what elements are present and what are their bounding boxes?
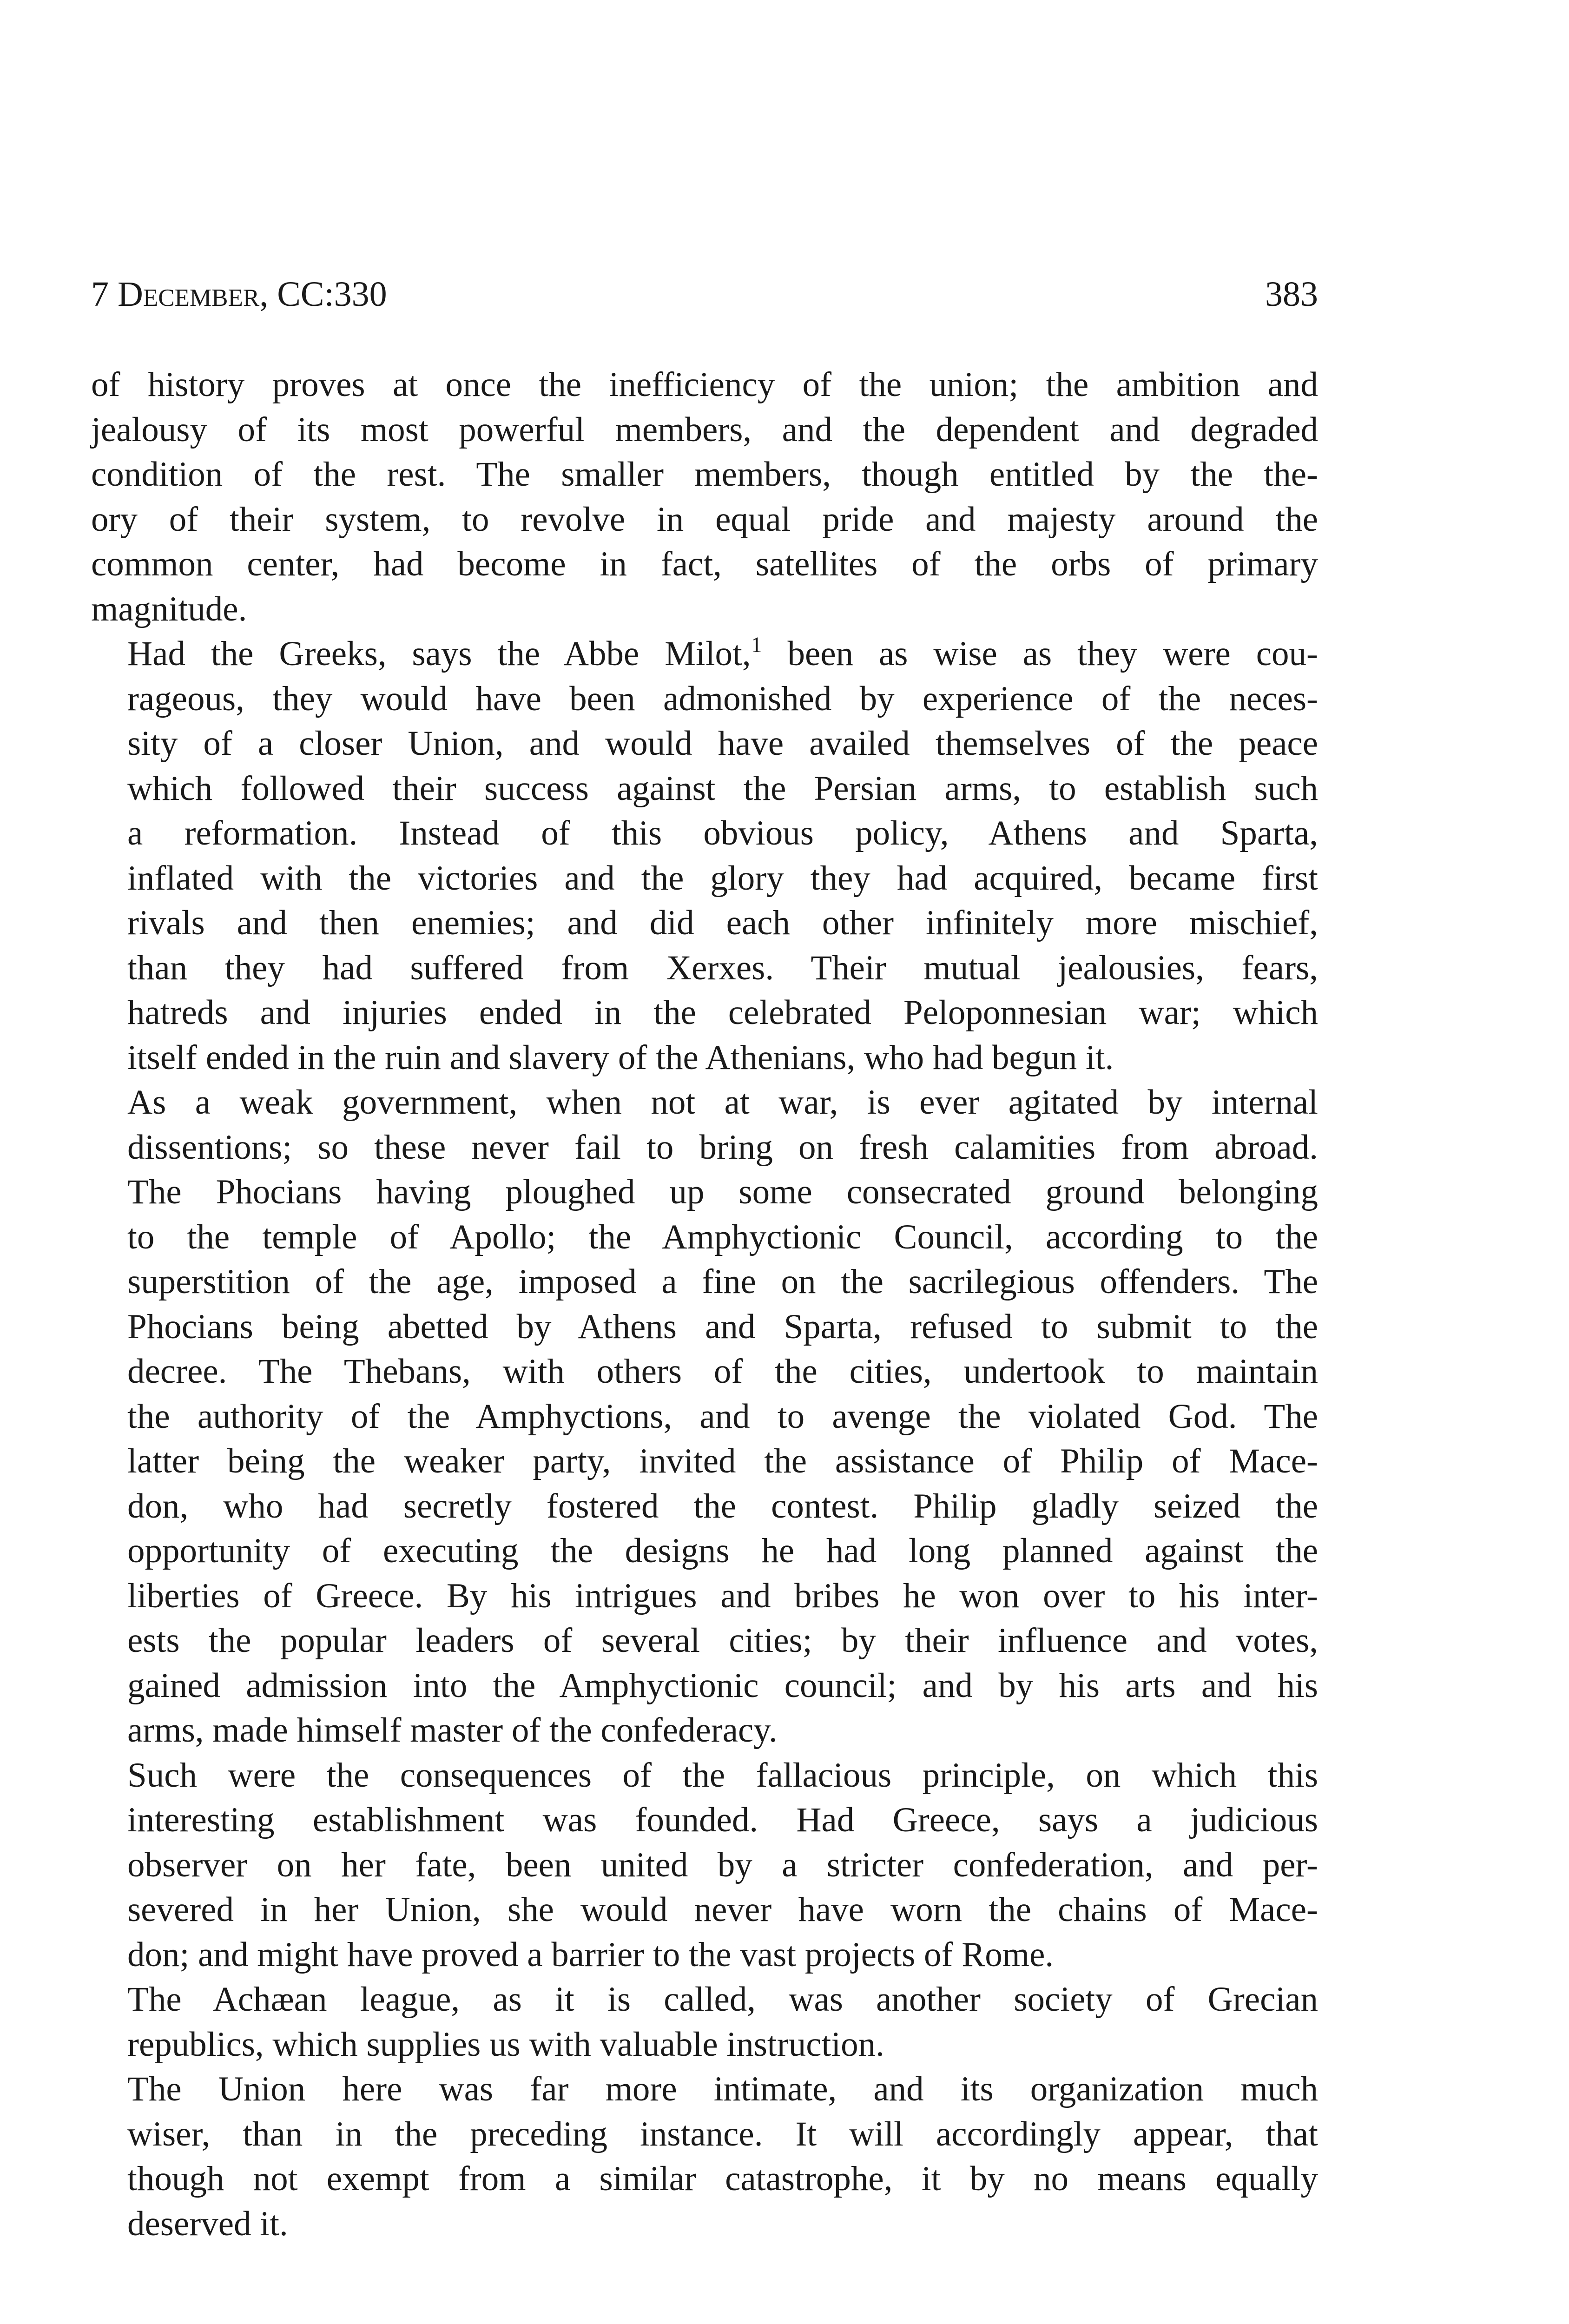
- text-line: The Union here was far more intimate, and its organization much: [127, 2070, 1318, 2108]
- text-line: superstition of the age, imposed a fine on the sacrilegious offenders. The: [127, 1262, 1318, 1301]
- paragraph: [91, 1977, 1318, 2067]
- text-line: than they had suffered from Xerxes. Their mutual jealousies, fears,: [127, 948, 1318, 987]
- text-line: ests the popular leaders of several cities; by their influence and votes,: [127, 1621, 1318, 1660]
- text-line: common center, had become in fact, satellites of the orbs of primary: [91, 545, 1318, 583]
- document-ref: , CC:330: [259, 275, 387, 314]
- paragraph: [91, 363, 1318, 632]
- text-line: rivals and then enemies; and did each other infinitely more mischief,: [127, 904, 1318, 942]
- text-line: which followed their success against the Persian arms, to establish such: [127, 769, 1318, 808]
- text-line: condition of the rest. The smaller members, though entitled by the the-: [91, 455, 1318, 494]
- text-line: liberties of Greece. By his intrigues and bribes he won over to his inter-: [127, 1576, 1318, 1615]
- running-head-left: [91, 269, 387, 320]
- text-line: rageous, they would have been admonished by experience of the neces-: [127, 679, 1318, 718]
- date-prefix: 7: [91, 275, 118, 314]
- text-line: don, who had secretly fostered the contest. Philip gladly seized the: [127, 1486, 1318, 1525]
- text-line: republics, which supplies us with valuable instruction.: [127, 2025, 884, 2064]
- body-text: [91, 363, 1318, 2246]
- text-line: gained admission into the Amphyctionic council; and by his arts and his: [127, 1666, 1318, 1705]
- text-line: arms, made himself master of the confederacy.: [127, 1711, 778, 1750]
- text-line: ory of their system, to revolve in equal pride and majesty around the: [91, 500, 1318, 539]
- text-line: of history proves at once the inefficiency of the union; the ambition and: [91, 365, 1318, 404]
- text-line: a reformation. Instead of this obvious policy, Athens and Sparta,: [127, 814, 1318, 852]
- text-line: deserved it.: [127, 2204, 288, 2243]
- text-line: severed in her Union, she would never have worn the chains of Mace-: [127, 1890, 1318, 1929]
- text-line: Phocians being abetted by Athens and Sparta, refused to submit to the: [127, 1307, 1318, 1346]
- footnote-marker: 1: [751, 633, 762, 657]
- text-line: the authority of the Amphyctions, and to avenge the violated God. The: [127, 1397, 1318, 1436]
- text-line: itself ended in the ruin and slavery of the Athenians, who had begun it.: [127, 1038, 1114, 1077]
- text-line: latter being the weaker party, invited the assistance of Philip of Mace-: [127, 1442, 1318, 1480]
- text-line: hatreds and injuries ended in the celebrated Peloponnesian war; which: [127, 993, 1318, 1032]
- text-line: opportunity of executing the designs he had long planned against the: [127, 1532, 1318, 1570]
- text-line: to the temple of Apollo; the Amphyctionic Council, according to the: [127, 1217, 1318, 1256]
- text-line: inflated with the victories and the glory they had acquired, became first: [127, 858, 1318, 898]
- text-line-end: been as wise as they were cou-: [762, 634, 1318, 673]
- text-line: Such were the consequences of the fallacious principle, on which this: [127, 1756, 1318, 1795]
- paragraph: [91, 632, 1318, 1080]
- paragraph: [91, 1080, 1318, 1753]
- paragraph: [91, 2067, 1318, 2246]
- text-line: don; and might have proved a barrier to the vast projects of Rome.: [127, 1935, 1054, 1974]
- page-number: 383: [1265, 275, 1318, 314]
- text-line: The Phocians having ploughed up some consecrated ground belonging: [127, 1173, 1318, 1211]
- text-line: sity of a closer Union, and would have availed themselves of the peace: [127, 724, 1318, 763]
- text-line: As a weak government, when not at war, is ever agitated by internal: [127, 1083, 1318, 1122]
- text-line: wiser, than in the preceding instance. It will accordingly appear, that: [127, 2114, 1318, 2153]
- paragraph: [91, 1753, 1318, 1978]
- text-line: jealousy of its most powerful members, and the dependent and degraded: [91, 410, 1318, 449]
- text-line: [91, 632, 1318, 677]
- text-line: observer on her fate, been united by a stricter confederation, and per-: [127, 1845, 1318, 1884]
- month-label: December: [118, 275, 260, 314]
- text-line: interesting establishment was founded. Had Greece, says a judicious: [127, 1801, 1318, 1839]
- text-line: The Achæan league, as it is called, was another society of Grecian: [127, 1980, 1318, 2019]
- text-line: dissentions; so these never fail to bring on fresh calamities from abroad.: [127, 1128, 1318, 1167]
- text-line-start: Had the Greeks, says the Abbe Milot,: [127, 634, 751, 673]
- text-line: decree. The Thebans, with others of the cities, undertook to maintain: [127, 1352, 1318, 1391]
- running-head: [91, 269, 1318, 320]
- text-line: though not exempt from a similar catastrophe, it by no means equally: [127, 2159, 1318, 2198]
- text-line: magnitude.: [91, 589, 247, 628]
